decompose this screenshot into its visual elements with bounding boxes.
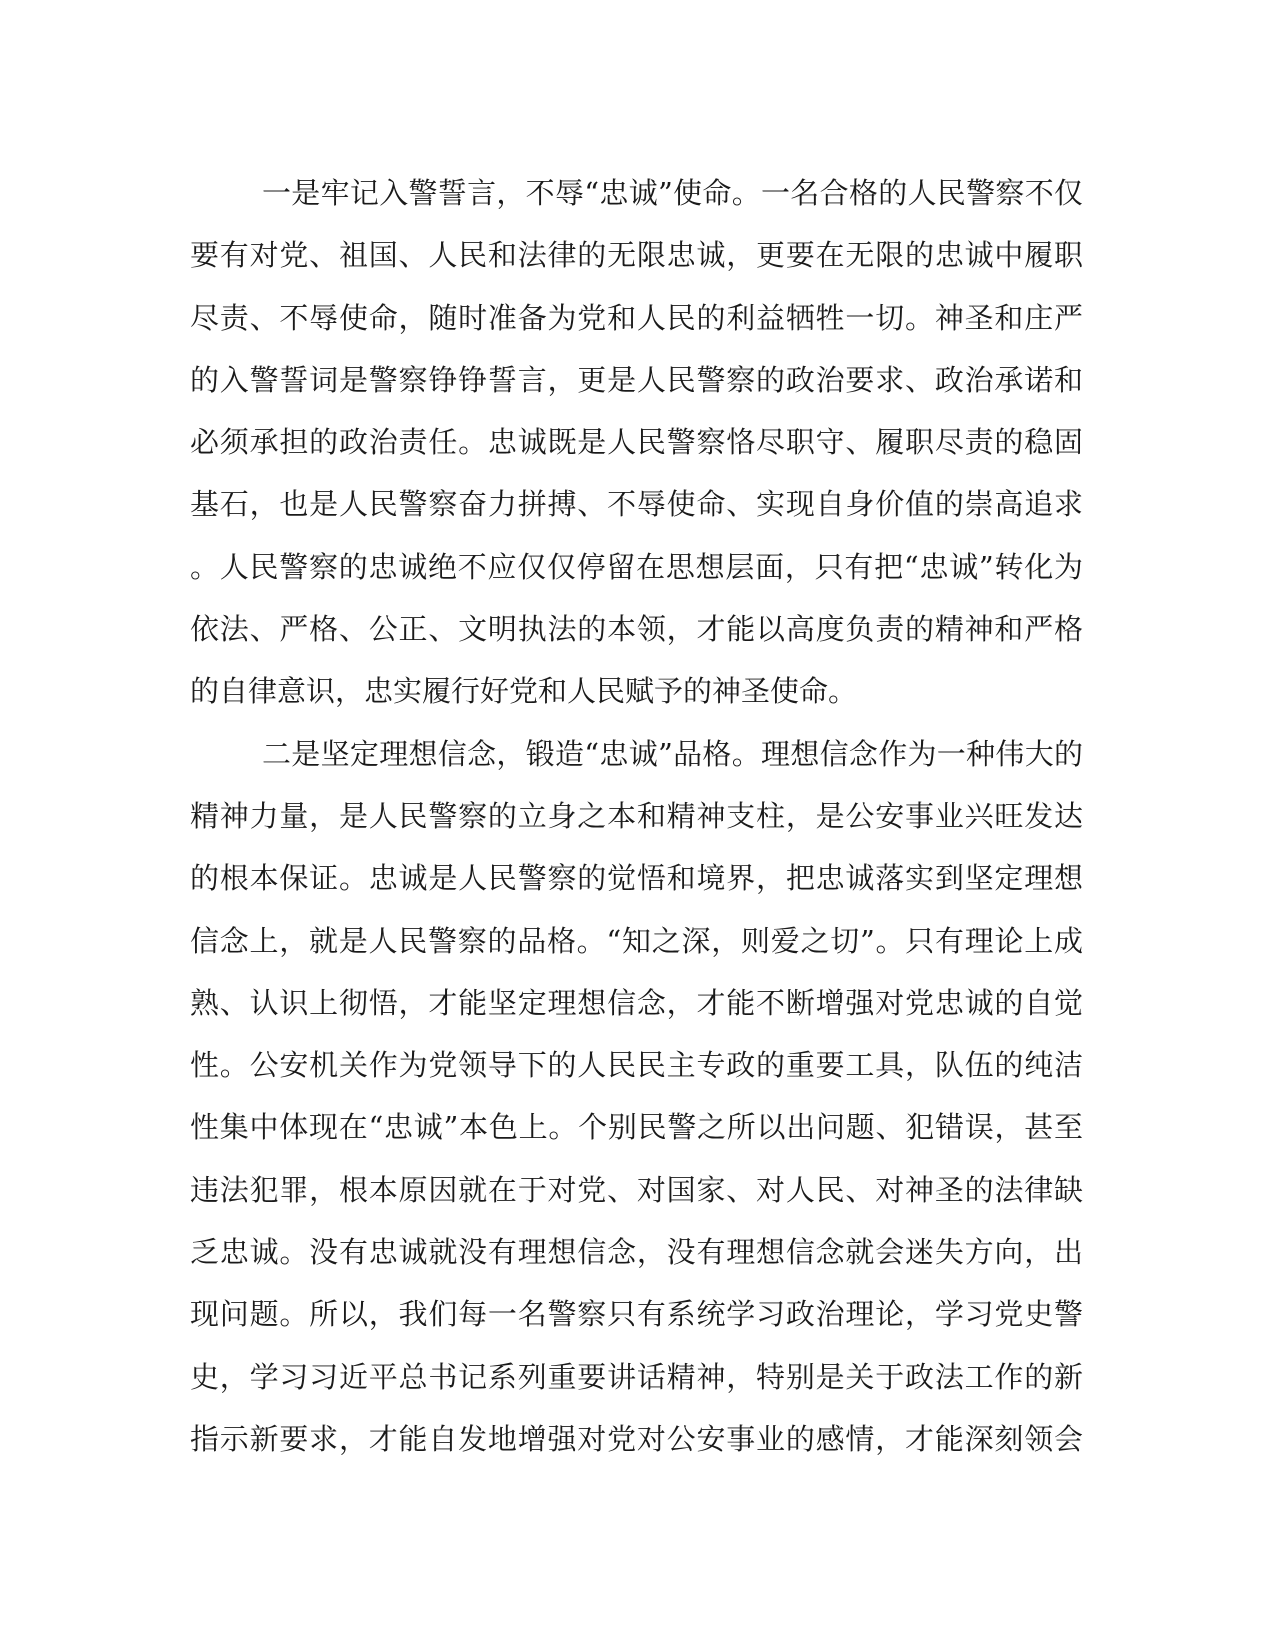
paragraph-line: 一是牢记入警誓言，不辱“忠诚”使命。一名合格的人民警察不仅 [262,176,1083,210]
paragraph-line: 。人民警察的忠诚绝不应仅仅停留在思想层面，只有把“忠诚”转化为 [190,549,1083,584]
paragraph-line: 依法、严格、公正、文明执法的本领，才能以高度负责的精神和严格 [190,612,1083,647]
paragraph-line: 违法犯罪，根本原因就在于对党、对国家、对人民、对神圣的法律缺 [190,1172,1083,1207]
paragraph-line: 尽责、不辱使命，随时准备为党和人民的利益牺牲一切。神圣和庄严 [190,300,1083,335]
paragraph-line: 乏忠诚。没有忠诚就没有理想信念，没有理想信念就会迷失方向，出 [190,1235,1083,1270]
paragraph-line: 性。公安机关作为党领导下的人民民主专政的重要工具，队伍的纯洁 [190,1048,1083,1083]
paragraph-line: 必须承担的政治责任。忠诚既是人民警察恪尽职守、履职尽责的稳固 [190,425,1083,460]
paragraph-line: 信念上，就是人民警察的品格。“知之深，则爱之切”。只有理论上成 [190,923,1083,958]
paragraph-line: 基石，也是人民警察奋力拼搏、不辱使命、实现自身价值的崇高追求 [190,487,1083,522]
paragraph-line: 的自律意识，忠实履行好党和人民赋予的神圣使命。 [190,674,858,709]
paragraph-line: 精神力量，是人民警察的立身之本和精神支柱，是公安事业兴旺发达 [190,798,1083,833]
paragraph-line: 要有对党、祖国、人民和法律的无限忠诚，更要在无限的忠诚中履职 [190,238,1083,273]
paragraph-line: 的入警誓词是警察铮铮誓言，更是人民警察的政治要求、政治承诺和 [190,362,1083,397]
paragraph-line: 史，学习习近平总书记系列重要讲话精神，特别是关于政法工作的新 [190,1359,1083,1394]
body-text [190,162,1083,1470]
paragraph-1 [190,162,1083,723]
paragraph-line: 二是坚定理想信念，锻造“忠诚”品格。理想信念作为一种伟大的 [262,736,1083,771]
paragraph-2 [190,723,1083,1471]
paragraph-line: 熟、认识上彻悟，才能坚定理想信念，才能不断增强对党忠诚的自觉 [190,985,1083,1020]
paragraph-line: 指示新要求，才能自发地增强对党对公安事业的感情，才能深刻领会 [190,1421,1083,1456]
paragraph-line: 现问题。所以，我们每一名警察只有系统学习政治理论，学习党史警 [190,1297,1083,1332]
paragraph-line: 性集中体现在“忠诚”本色上。个别民警之所以出问题、犯错误，甚至 [190,1110,1083,1145]
paragraph-line: 的根本保证。忠诚是人民警察的觉悟和境界，把忠诚落实到坚定理想 [190,861,1083,896]
